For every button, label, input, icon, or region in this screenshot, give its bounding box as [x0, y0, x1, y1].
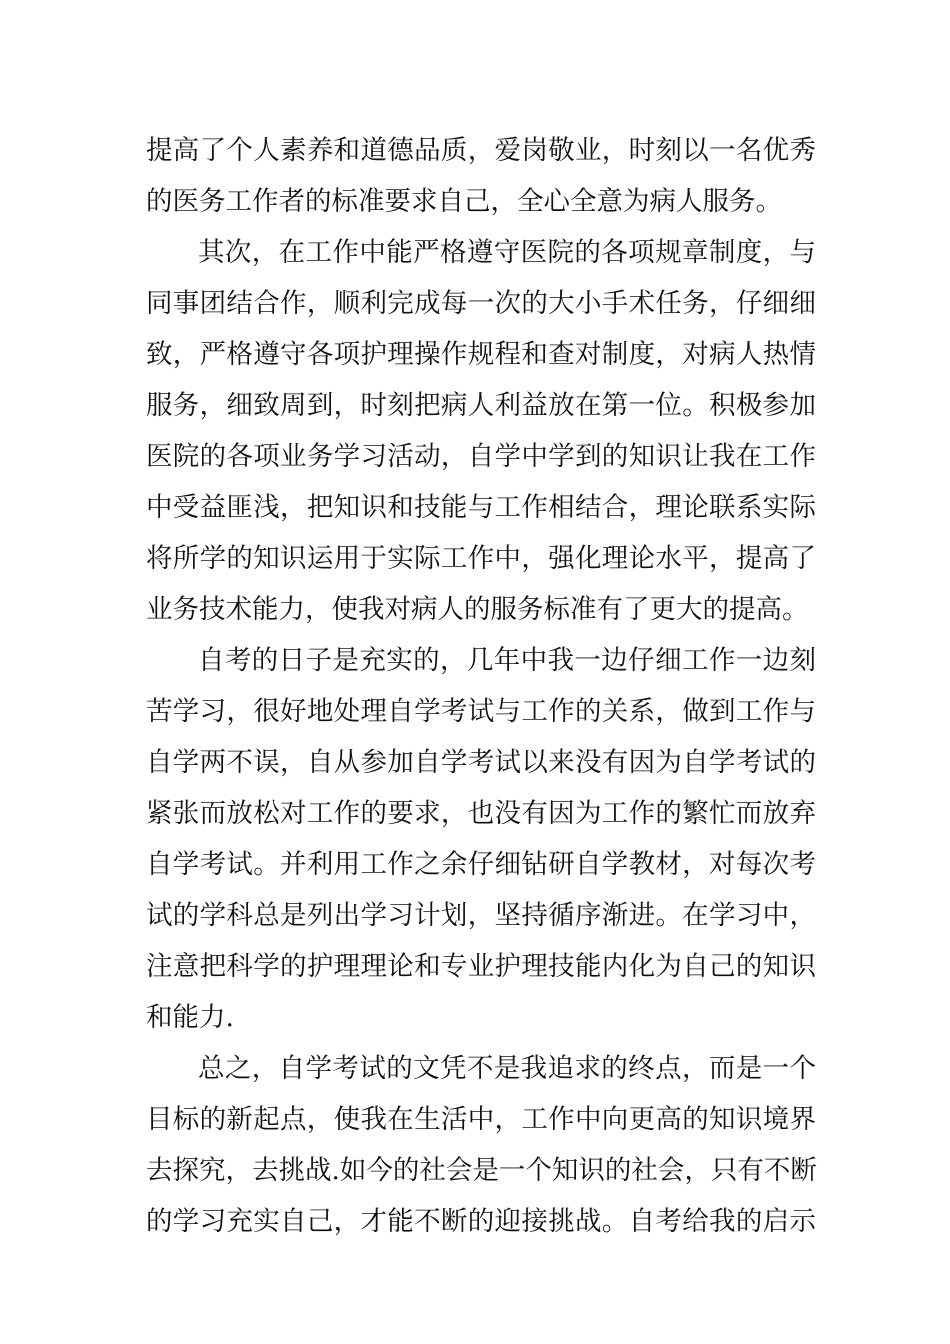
text-line-17: 注意把科学的护理理论和专业护理技能内化为自己的知识	[146, 951, 816, 982]
text-line-22: 的学习充实自己，才能不断的迎接挑战。自考给我的启示	[146, 1206, 816, 1237]
text-line-13: 自学两不误，自从参加自学考试以来没有因为自学考试的	[146, 747, 816, 778]
text-line-7: 医院的各项业务学习活动，自学中学到的知识让我在工作	[146, 441, 816, 472]
text-line-1: 提高了个人素养和道德品质，爱岗敬业，时刻以一名优秀	[146, 135, 816, 166]
text-line-8: 中受益匪浅，把知识和技能与工作相结合，理论联系实际	[146, 492, 816, 523]
text-line-9: 将所学的知识运用于实际工作中，强化理论水平，提高了	[146, 543, 816, 574]
text-line-4: 同事团结合作，顺利完成每一次的大小手术任务，仔细细	[146, 288, 816, 319]
text-line-12: 苦学习，很好地处理自学考试与工作的关系，做到工作与	[146, 696, 816, 727]
text-line-10: 业务技术能力，使我对病人的服务标准有了更大的提高。	[146, 594, 809, 625]
text-line-20: 目标的新起点，使我在生活中，工作中向更高的知识境界	[146, 1104, 816, 1135]
text-line-11: 自考的日子是充实的，几年中我一边仔细工作一边刻	[198, 645, 816, 676]
text-line-3: 其次，在工作中能严格遵守医院的各项规章制度，与	[198, 237, 816, 268]
text-line-16: 试的学科总是列出学习计划，坚持循序渐进。在学习中，	[146, 900, 816, 931]
text-line-18: 和能力.	[146, 1002, 234, 1033]
text-line-21: 去探究，去挑战.如今的社会是一个知识的社会，只有不断	[146, 1155, 817, 1186]
text-line-2: 的医务工作者的标准要求自己，全心全意为病人服务。	[146, 186, 782, 217]
text-line-19: 总之，自学考试的文凭不是我追求的终点，而是一个	[198, 1053, 816, 1084]
text-line-15: 自学考试。并利用工作之余仔细钻研自学教材，对每次考	[146, 849, 816, 880]
text-line-6: 服务，细致周到，时刻把病人利益放在第一位。积极参加	[146, 390, 816, 421]
text-line-14: 紧张而放松对工作的要求，也没有因为工作的繁忙而放弃	[146, 798, 816, 829]
text-line-5: 致，严格遵守各项护理操作规程和查对制度，对病人热情	[146, 339, 816, 370]
